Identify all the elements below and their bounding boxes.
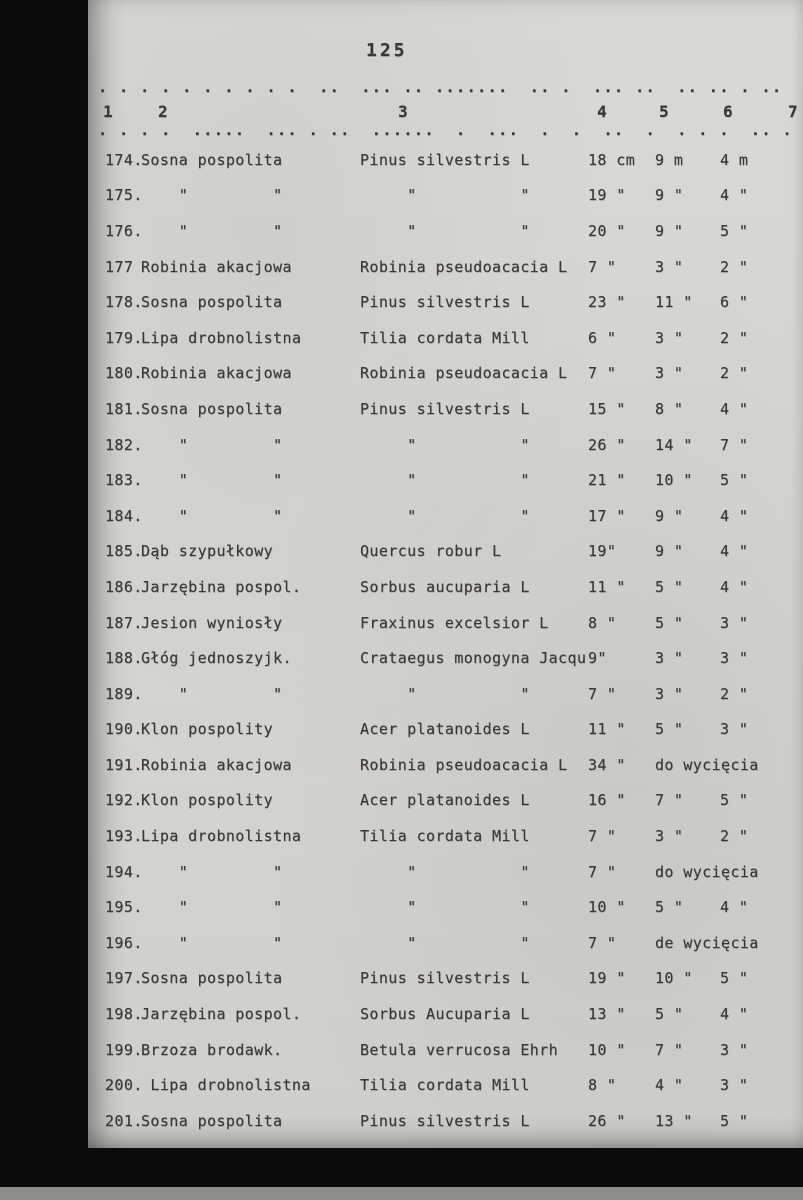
cell-latin-name: Crataegus monogyna Jacqu xyxy=(360,649,587,668)
cell-species-name: " " xyxy=(141,898,283,917)
column-header-row xyxy=(88,100,803,144)
cell-height: do wycięcia xyxy=(655,755,759,774)
cell-diameter: 7 " xyxy=(588,827,617,846)
cell-entry-number: 194. xyxy=(105,862,143,881)
table-row xyxy=(105,640,803,676)
column-number-5: 5 xyxy=(659,102,669,121)
cell-species-name: " " xyxy=(141,221,283,240)
cell-entry-number: 196. xyxy=(105,933,143,952)
cell-crown-width: 2 " xyxy=(720,364,749,383)
cell-entry-number: 185. xyxy=(105,542,143,561)
cell-latin-name: Tilia cordata Mill xyxy=(360,328,530,347)
cell-diameter: 9" xyxy=(588,649,607,668)
cell-crown-width: 3 " xyxy=(720,649,749,668)
cell-latin-name: Acer platanoides L xyxy=(360,720,530,739)
cell-species-name: " " xyxy=(141,684,283,703)
cell-entry-number: 183. xyxy=(105,471,143,490)
cell-height: 9 m xyxy=(655,150,684,169)
document-page xyxy=(88,0,803,1148)
cell-species-name: Klon pospolity xyxy=(141,720,274,739)
cell-species-name: Robinia akacjowa xyxy=(141,257,292,276)
cell-diameter: 23 " xyxy=(588,293,626,312)
cell-crown-width: 7 " xyxy=(720,435,749,454)
scanner-bed-edge xyxy=(0,1187,803,1200)
cell-crown-width: 4 " xyxy=(720,399,749,418)
table-row xyxy=(105,213,803,249)
cell-latin-name: Quercus robur L xyxy=(360,542,502,561)
cell-height: 7 " xyxy=(655,791,684,810)
cell-diameter: 15 " xyxy=(588,399,626,418)
cell-latin-name: Pinus silvestris L xyxy=(360,969,530,988)
cell-species-name: Lipa drobnolistna xyxy=(141,328,302,347)
cell-entry-number: 179. xyxy=(105,328,143,347)
cell-height: 9 " xyxy=(655,221,684,240)
table-row xyxy=(105,996,803,1032)
cell-diameter: 19" xyxy=(588,542,617,561)
cell-height: 9 " xyxy=(655,186,684,205)
cell-crown-width: 5 " xyxy=(720,1111,749,1130)
cell-species-name: Robinia akacjowa xyxy=(141,755,292,774)
cell-crown-width: 5 " xyxy=(720,969,749,988)
cell-latin-name: Robinia pseudoacacia L xyxy=(360,364,568,383)
cell-height: 5 " xyxy=(655,577,684,596)
table-row xyxy=(105,356,803,392)
cell-entry-number: 189. xyxy=(105,684,143,703)
cell-latin-name: " " xyxy=(360,471,530,490)
cell-crown-width: 4 " xyxy=(720,186,749,205)
cell-diameter: 7 " xyxy=(588,684,617,703)
table-row xyxy=(105,569,803,605)
cell-latin-name: Betula verrucosa Ehrh xyxy=(360,1040,559,1059)
cell-entry-number: 177 xyxy=(105,257,134,276)
cell-height: 3 " xyxy=(655,649,684,668)
cell-latin-name: Acer platanoides L xyxy=(360,791,530,810)
cell-entry-number: 200. xyxy=(105,1076,143,1095)
table-row xyxy=(105,1103,803,1139)
cell-diameter: 26 " xyxy=(588,435,626,454)
cell-height: 5 " xyxy=(655,1005,684,1024)
cell-diameter: 7 " xyxy=(588,364,617,383)
cell-diameter: 20 " xyxy=(588,221,626,240)
table-row xyxy=(105,427,803,463)
cell-latin-name: Tilia cordata Mill xyxy=(360,827,530,846)
cell-height: 10 " xyxy=(655,471,693,490)
cell-entry-number: 193. xyxy=(105,827,143,846)
cell-entry-number: 184. xyxy=(105,506,143,525)
table-row xyxy=(105,818,803,854)
cell-diameter: 19 " xyxy=(588,969,626,988)
table-row xyxy=(105,249,803,285)
cell-entry-number: 188. xyxy=(105,649,143,668)
cell-latin-name: Pinus silvestris L xyxy=(360,399,530,418)
cell-latin-name: Pinus silvestris L xyxy=(360,1111,530,1130)
cell-latin-name: Robinia pseudoacacia L xyxy=(360,755,568,774)
cell-entry-number: 191. xyxy=(105,755,143,774)
cell-crown-width: 2 " xyxy=(720,328,749,347)
table-row xyxy=(105,391,803,427)
cell-height: 5 " xyxy=(655,613,684,632)
table-row xyxy=(105,605,803,641)
cell-latin-name: " " xyxy=(360,435,530,454)
cell-entry-number: 192. xyxy=(105,791,143,810)
cell-latin-name: " " xyxy=(360,186,530,205)
cell-diameter: 8 " xyxy=(588,1076,617,1095)
cell-entry-number: 199. xyxy=(105,1040,143,1059)
cell-entry-number: 176. xyxy=(105,221,143,240)
cell-species-name: " " xyxy=(141,933,283,952)
cell-species-name: Jarzębina pospol. xyxy=(141,1005,302,1024)
cell-diameter: 6 " xyxy=(588,328,617,347)
cell-crown-width: 5 " xyxy=(720,221,749,240)
table-row xyxy=(105,178,803,214)
cell-crown-width: 5 " xyxy=(720,791,749,810)
cell-species-name: Lipa drobnolistna xyxy=(141,1076,311,1095)
cell-height: 9 " xyxy=(655,506,684,525)
cell-latin-name: " " xyxy=(360,684,530,703)
cell-entry-number: 195. xyxy=(105,898,143,917)
cell-species-name: Dąb szypułkowy xyxy=(141,542,274,561)
cell-species-name: Brzoza brodawk. xyxy=(141,1040,283,1059)
cell-latin-name: " " xyxy=(360,898,530,917)
table-row xyxy=(105,462,803,498)
cell-height: 7 " xyxy=(655,1040,684,1059)
cell-species-name: Sosna pospolita xyxy=(141,150,283,169)
cell-height: do wycięcia xyxy=(655,862,759,881)
cell-crown-width: 2 " xyxy=(720,684,749,703)
cell-height: 3 " xyxy=(655,684,684,703)
cell-crown-width: 2 " xyxy=(720,827,749,846)
cell-crown-width: 4 " xyxy=(720,542,749,561)
cell-latin-name: Pinus silvestris L xyxy=(360,293,530,312)
cell-species-name: Sosna pospolita xyxy=(141,969,283,988)
dotted-rule-top: . . . . . . . . . . .. ... .. ....... .. . ... .. .. .. . .. xyxy=(98,78,783,96)
cell-diameter: 18 cm xyxy=(588,150,636,169)
column-number-3: 3 xyxy=(398,102,408,121)
table-row xyxy=(105,712,803,748)
cell-diameter: 10 " xyxy=(588,898,626,917)
column-number-6: 6 xyxy=(723,102,733,121)
cell-species-name: " " xyxy=(141,471,283,490)
cell-entry-number: 178. xyxy=(105,293,143,312)
cell-species-name: Sosna pospolita xyxy=(141,293,283,312)
cell-diameter: 34 " xyxy=(588,755,626,774)
cell-entry-number: 197. xyxy=(105,969,143,988)
page-number: 125 xyxy=(366,40,408,61)
cell-latin-name: " " xyxy=(360,862,530,881)
cell-height: 3 " xyxy=(655,257,684,276)
cell-diameter: 7 " xyxy=(588,257,617,276)
cell-height: 8 " xyxy=(655,399,684,418)
table-row xyxy=(105,747,803,783)
cell-latin-name: " " xyxy=(360,933,530,952)
cell-entry-number: 190. xyxy=(105,720,143,739)
cell-crown-width: 3 " xyxy=(720,720,749,739)
cell-diameter: 26 " xyxy=(588,1111,626,1130)
cell-species-name: Sosna pospolita xyxy=(141,1111,283,1130)
cell-diameter: 17 " xyxy=(588,506,626,525)
table-row xyxy=(105,1032,803,1068)
cell-height: de wycięcia xyxy=(655,933,759,952)
cell-entry-number: 186. xyxy=(105,577,143,596)
cell-latin-name: Sorbus Aucuparia L xyxy=(360,1005,530,1024)
column-number-7: 7 xyxy=(788,102,798,121)
cell-species-name: Robinia akacjowa xyxy=(141,364,292,383)
cell-crown-width: 4 " xyxy=(720,898,749,917)
cell-latin-name: Sorbus aucuparia L xyxy=(360,577,530,596)
table-row xyxy=(105,534,803,570)
cell-crown-width: 3 " xyxy=(720,1040,749,1059)
cell-species-name: Lipa drobnolistna xyxy=(141,827,302,846)
column-number-2: 2 xyxy=(158,102,168,121)
cell-species-name: " " xyxy=(141,506,283,525)
cell-crown-width: 4 m xyxy=(720,150,749,169)
table-row xyxy=(105,889,803,925)
cell-diameter: 7 " xyxy=(588,933,617,952)
cell-diameter: 21 " xyxy=(588,471,626,490)
cell-diameter: 10 " xyxy=(588,1040,626,1059)
cell-diameter: 11 " xyxy=(588,720,626,739)
cell-height: 13 " xyxy=(655,1111,693,1130)
dotted-rule-header: . . . . ..... ... . .. ...... . ... . . .. . . . . .. . xyxy=(98,121,794,139)
cell-diameter: 7 " xyxy=(588,862,617,881)
table-row xyxy=(105,320,803,356)
cell-species-name: Jarzębina pospol. xyxy=(141,577,302,596)
table-row xyxy=(105,854,803,890)
cell-entry-number: 175. xyxy=(105,186,143,205)
cell-species-name: Sosna pospolita xyxy=(141,399,283,418)
cell-entry-number: 201. xyxy=(105,1111,143,1130)
cell-crown-width: 3 " xyxy=(720,1076,749,1095)
cell-latin-name: " " xyxy=(360,506,530,525)
cell-latin-name: Tilia cordata Mill xyxy=(360,1076,530,1095)
cell-height: 3 " xyxy=(655,364,684,383)
cell-entry-number: 187. xyxy=(105,613,143,632)
cell-height: 11 " xyxy=(655,293,693,312)
cell-crown-width: 2 " xyxy=(720,257,749,276)
table-row xyxy=(105,1067,803,1103)
cell-crown-width: 5 " xyxy=(720,471,749,490)
cell-height: 3 " xyxy=(655,328,684,347)
cell-height: 3 " xyxy=(655,827,684,846)
cell-diameter: 19 " xyxy=(588,186,626,205)
cell-species-name: Głóg jednoszyjk. xyxy=(141,649,292,668)
table-row xyxy=(105,961,803,997)
cell-crown-width: 4 " xyxy=(720,577,749,596)
cell-height: 4 " xyxy=(655,1076,684,1095)
cell-height: 5 " xyxy=(655,898,684,917)
cell-diameter: 13 " xyxy=(588,1005,626,1024)
table-row xyxy=(105,783,803,819)
cell-crown-width: 6 " xyxy=(720,293,749,312)
column-number-4: 4 xyxy=(597,102,607,121)
cell-diameter: 16 " xyxy=(588,791,626,810)
cell-latin-name: Fraxinus excelsior L xyxy=(360,613,549,632)
cell-species-name: Klon pospolity xyxy=(141,791,274,810)
table-row xyxy=(105,498,803,534)
table-row xyxy=(105,925,803,961)
cell-entry-number: 174. xyxy=(105,150,143,169)
tree-inventory-table xyxy=(105,142,803,1139)
cell-latin-name: Pinus silvestris L xyxy=(360,150,530,169)
cell-crown-width: 4 " xyxy=(720,506,749,525)
cell-species-name: Jesion wyniosły xyxy=(141,613,283,632)
cell-species-name: " " xyxy=(141,862,283,881)
cell-height: 5 " xyxy=(655,720,684,739)
cell-crown-width: 4 " xyxy=(720,1005,749,1024)
cell-height: 14 " xyxy=(655,435,693,454)
cell-diameter: 8 " xyxy=(588,613,617,632)
cell-entry-number: 180. xyxy=(105,364,143,383)
cell-crown-width: 3 " xyxy=(720,613,749,632)
cell-diameter: 11 " xyxy=(588,577,626,596)
table-row xyxy=(105,676,803,712)
table-row xyxy=(105,284,803,320)
cell-height: 9 " xyxy=(655,542,684,561)
cell-species-name: " " xyxy=(141,435,283,454)
cell-latin-name: Robinia pseudoacacia L xyxy=(360,257,568,276)
column-number-1: 1 xyxy=(103,102,113,121)
cell-species-name: " " xyxy=(141,186,283,205)
cell-entry-number: 198. xyxy=(105,1005,143,1024)
cell-latin-name: " " xyxy=(360,221,530,240)
cell-entry-number: 182. xyxy=(105,435,143,454)
cell-entry-number: 181. xyxy=(105,399,143,418)
cell-height: 10 " xyxy=(655,969,693,988)
table-row xyxy=(105,142,803,178)
